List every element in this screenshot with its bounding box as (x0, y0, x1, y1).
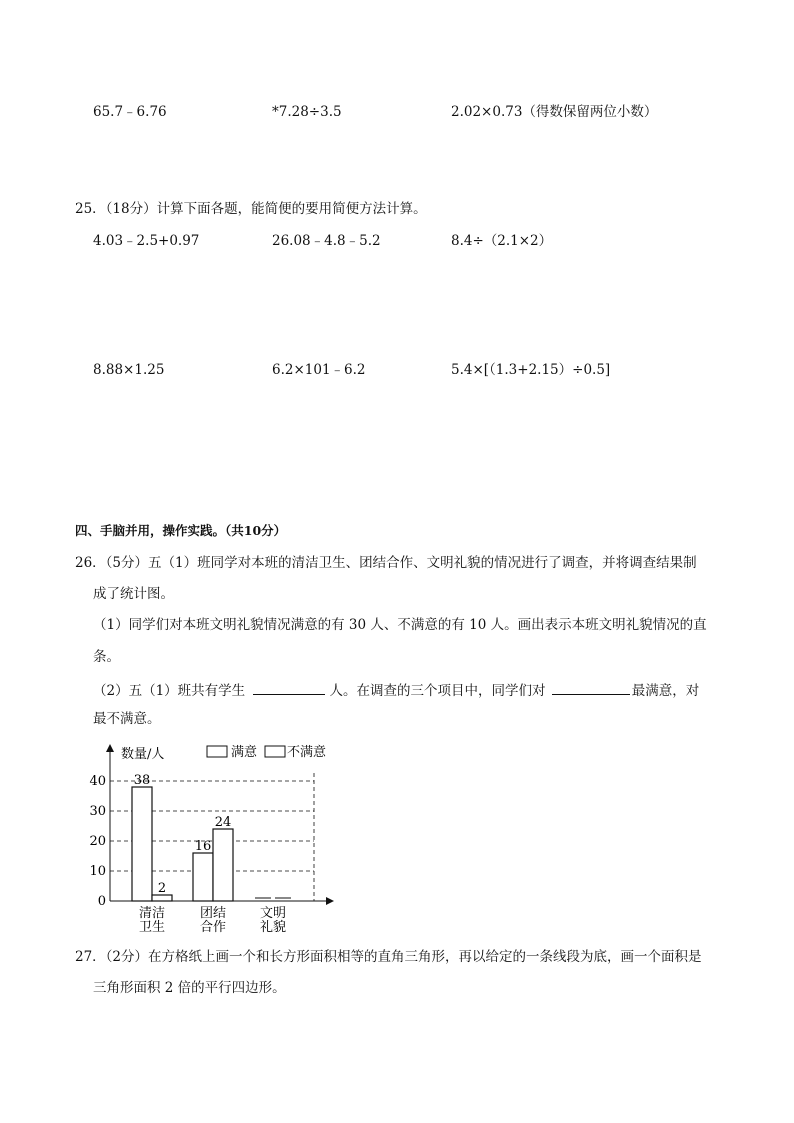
answer-blank-total[interactable] (253, 682, 325, 695)
calc-65-7: 65.7﹣6.76 (93, 104, 167, 120)
bar-satisfied-0 (132, 787, 152, 901)
q25-item-3: 8.4÷（2.1×2） (451, 233, 553, 249)
calc-2-02: 2.02×0.73（得数保留两位小数） (451, 104, 658, 120)
q26-line-2: 成了统计图。 (93, 586, 174, 602)
y-axis-label: 数量/人 (121, 747, 165, 762)
q26-line-1: 26．（5分）五（1）班同学对本班的清洁卫生、团结合作、文明礼貌的情况进行了调查，并将调查结果制 (75, 555, 697, 571)
x-category-label-1-line1: 团结 (199, 906, 227, 921)
x-category-label-1-line2: 合作 (199, 920, 227, 935)
legend-label-unsatisfied: 不满意 (287, 745, 327, 760)
q25-item-2: 26.08﹣4.8﹣5.2 (272, 233, 381, 249)
x-category-label-2-line1: 文明 (259, 906, 287, 921)
q27-line-2: 三角形面积 2 倍的平行四边形。 (93, 980, 286, 996)
answer-blank-most-satisfied[interactable] (552, 682, 630, 695)
q25-item-4: 8.88×1.25 (93, 362, 165, 378)
calc-7-28: *7.28÷3.5 (272, 104, 342, 120)
q26-part1-line-2: 条。 (93, 649, 120, 665)
y-tick-label-10: 10 (89, 864, 106, 879)
legend-label-satisfied: 满意 (231, 745, 258, 760)
y-tick-label-20: 20 (89, 834, 106, 849)
bar-value-label-0-0: 38 (133, 773, 151, 788)
q26-part2-text-b: 人。在调查的三个项目中，同学们对 (329, 683, 546, 699)
q26-part2-text-c: 最满意，对 (631, 683, 700, 699)
q25-item-6: 5.4×[（1.3+2.15）÷0.5] (451, 362, 611, 378)
chart-legend (207, 744, 326, 760)
legend-swatch-unsatisfied (265, 746, 285, 757)
q26-part2-line-1 (93, 682, 699, 699)
y-tick-label-0: 0 (97, 894, 106, 909)
bar-value-label-1-1: 24 (214, 815, 232, 830)
legend-swatch-satisfied (207, 746, 227, 757)
x-category-label-2-line2: 礼貌 (259, 920, 287, 935)
q26-part2-text-a: （2）五（1）班共有学生 (93, 683, 246, 699)
bar-value-label-1-0: 16 (194, 839, 212, 854)
q26-part2-line-2: 最不满意。 (93, 711, 161, 727)
x-category-label-0-line2: 卫生 (138, 920, 166, 935)
satisfaction-bar-chart (85, 738, 345, 938)
q27-line-1: 27．（2分）在方格纸上画一个和长方形面积相等的直角三角形，再以给定的一条线段为底，画一个面积是 (75, 949, 702, 965)
q26-part1-line-1: （1）同学们对本班文明礼貌情况满意的有 30 人、不满意的有 10 人。画出表示本班文明礼貌情况的直 (93, 617, 707, 633)
y-tick-label-30: 30 (89, 804, 106, 819)
q25-item-5: 6.2×101﹣6.2 (272, 362, 366, 378)
bar-satisfied-1 (193, 853, 213, 901)
section-4-title: 四、手脑并用，操作实践。（共10分） (75, 523, 287, 538)
y-tick-label-40: 40 (89, 774, 106, 789)
bar-unsatisfied-1 (213, 829, 233, 901)
q25-item-1: 4.03﹣2.5+0.97 (93, 233, 200, 249)
x-category-label-0-line1: 清洁 (138, 906, 166, 921)
bar-value-label-0-1: 2 (157, 881, 167, 896)
q25-title: 25．（18分）计算下面各题，能简便的要用简便方法计算。 (75, 201, 427, 217)
